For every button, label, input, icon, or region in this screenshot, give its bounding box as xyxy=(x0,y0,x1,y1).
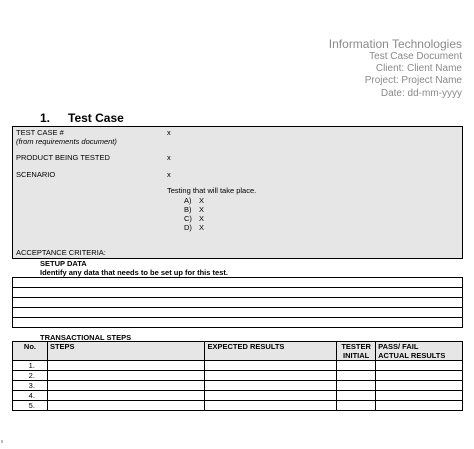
section-title: Test Case xyxy=(68,111,124,125)
step-letter: B) xyxy=(184,205,192,214)
section-number: 1. xyxy=(40,111,51,125)
testing-description: Testing that will take place. xyxy=(167,186,257,195)
table-cell[interactable] xyxy=(47,371,205,381)
product-label: PRODUCT BEING TESTED xyxy=(16,153,110,162)
table-cell[interactable] xyxy=(376,401,463,411)
step-value: X xyxy=(199,223,205,232)
table-cell[interactable] xyxy=(47,381,205,391)
table-row xyxy=(13,288,463,298)
table-cell[interactable] xyxy=(13,278,463,288)
step-letter: A) xyxy=(184,196,192,205)
column-header-steps: STEPS xyxy=(47,342,205,361)
table-row xyxy=(13,391,463,401)
test-case-value: x xyxy=(167,128,171,137)
table-cell[interactable] xyxy=(13,308,463,318)
list-item xyxy=(184,223,204,232)
client-line: Client: Client Name xyxy=(375,63,462,75)
acceptance-criteria-label: ACCEPTANCE CRITERIA: xyxy=(16,248,106,257)
transactional-steps-table xyxy=(12,341,463,411)
table-row xyxy=(13,308,463,318)
table-cell[interactable] xyxy=(376,381,463,391)
product-value: x xyxy=(167,153,171,162)
scenario-value: x xyxy=(167,170,171,179)
table-cell[interactable] xyxy=(337,371,376,381)
document-header xyxy=(329,37,462,100)
table-cell[interactable] xyxy=(337,381,376,391)
column-header-tester-initial xyxy=(337,342,376,361)
setup-data-table xyxy=(12,277,463,328)
table-cell[interactable] xyxy=(376,371,463,381)
table-cell[interactable] xyxy=(47,361,205,371)
table-cell[interactable] xyxy=(205,391,337,401)
table-cell[interactable] xyxy=(205,381,337,391)
table-row xyxy=(13,401,463,411)
step-letter: C) xyxy=(184,214,192,223)
scenario-label: SCENARIO xyxy=(16,170,56,179)
pass-header-line1: PASS/ FAIL xyxy=(378,342,419,351)
table-cell[interactable] xyxy=(376,361,463,371)
row-number: 5. xyxy=(13,401,48,411)
test-case-box xyxy=(12,126,463,259)
column-header-expected-results: EXPECTED RESULTS xyxy=(205,342,337,361)
document-title: Test Case Document xyxy=(369,51,462,62)
company-name: Information Technologies xyxy=(328,37,462,51)
table-row xyxy=(13,381,463,391)
step-value: X xyxy=(199,196,205,205)
table-cell[interactable] xyxy=(205,361,337,371)
table-cell[interactable] xyxy=(337,391,376,401)
table-cell[interactable] xyxy=(337,361,376,371)
row-number: 3. xyxy=(13,381,48,391)
step-letter: D) xyxy=(184,223,192,232)
step-value: X xyxy=(199,214,205,223)
table-cell[interactable] xyxy=(13,318,463,328)
table-cell[interactable] xyxy=(205,371,337,381)
transactional-steps-title: TRANSACTIONAL STEPS xyxy=(40,333,132,342)
project-line: Project: Project Name xyxy=(364,75,462,87)
tester-header-line1: TESTER xyxy=(341,342,371,351)
tester-header-line2: INITIAL xyxy=(343,351,370,360)
date-line: Date: dd-mm-yyyy xyxy=(380,87,462,99)
section-heading xyxy=(40,111,124,125)
table-cell[interactable] xyxy=(205,401,337,411)
column-header-pass-fail xyxy=(376,342,463,361)
row-number: 2. xyxy=(13,371,48,381)
row-number: 1. xyxy=(13,361,48,371)
table-row xyxy=(13,318,463,328)
table-cell[interactable] xyxy=(13,288,463,298)
list-item xyxy=(184,196,204,205)
row-number: 4. xyxy=(13,391,48,401)
column-header-no: No. xyxy=(13,342,48,361)
page-margin-mark xyxy=(1,440,3,443)
pass-header-line2: ACTUAL RESULTS xyxy=(378,351,446,360)
setup-data-title: SETUP DATA xyxy=(40,259,87,268)
table-row xyxy=(13,371,463,381)
table-row xyxy=(13,278,463,288)
test-case-label: TEST CASE # xyxy=(16,128,64,137)
setup-data-description: Identify any data that needs to be set up for this test. xyxy=(40,268,228,277)
list-item xyxy=(184,205,204,214)
scenario-steps-list xyxy=(184,196,204,232)
table-cell[interactable] xyxy=(13,298,463,308)
table-cell[interactable] xyxy=(47,401,205,411)
step-value: X xyxy=(199,205,205,214)
table-row xyxy=(13,361,463,371)
table-cell[interactable] xyxy=(337,401,376,411)
list-item xyxy=(184,214,204,223)
test-case-sublabel: (from requirements document) xyxy=(16,137,117,146)
table-cell[interactable] xyxy=(47,391,205,401)
table-row xyxy=(13,298,463,308)
table-cell[interactable] xyxy=(376,391,463,401)
table-header-row xyxy=(13,342,463,361)
